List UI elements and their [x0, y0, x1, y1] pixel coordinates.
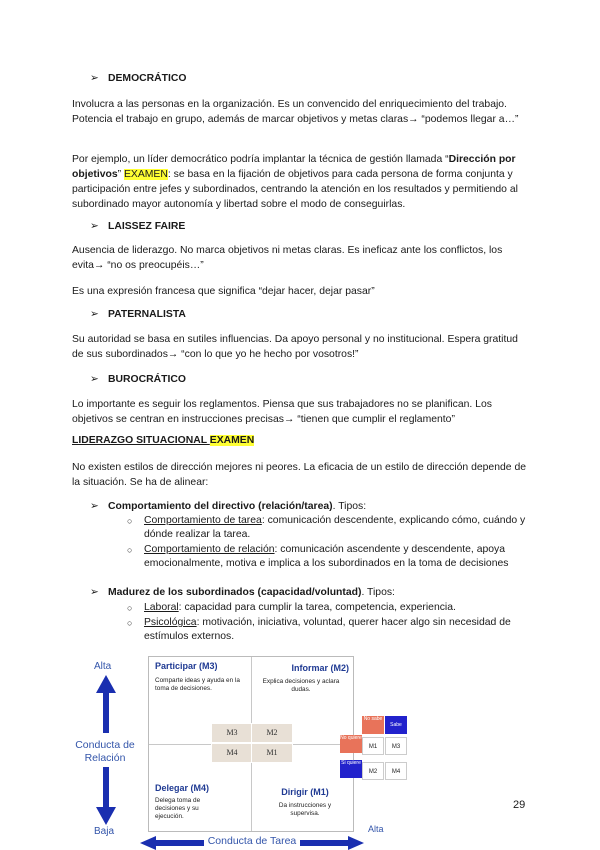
- paragraph: Involucra a las personas en la organización. Es un convencido del enriquecimiento del trabajo. Potencia el trabajo en grupo, además de marcar objetivos y metas claras→ “podemos llegar a…”: [72, 99, 519, 125]
- mini-cell: M3: [385, 737, 407, 755]
- heading-burocratico: ➢ BUROCRÁTICO: [90, 374, 186, 385]
- maturity-cell: M3: [211, 723, 253, 743]
- maturity-cell: M2: [251, 723, 293, 743]
- arrow-bullet-icon: ➢: [90, 374, 99, 385]
- quadrant-grid: [148, 656, 354, 832]
- heading-liderazgo-situacional: LIDERAZGO SITUACIONAL EXAMEN: [72, 435, 255, 446]
- sub-list-item: ○ Comportamiento de relación: comunicación ascendente y descendente, apoya emocionalmente, motiva e implica a los subordinados en la toma de decisiones: [127, 544, 509, 569]
- paragraph: Lo importante es seguir los reglamentos. Piensa que sus trabajadores no se planifican. Los objetivos se centran en instrucciones precisas→ “tienen que cumplir el reglamento”: [72, 399, 492, 425]
- maturity-cell: M1: [251, 743, 293, 763]
- quadrant-dirigir-desc: Da instrucciones y supervisa.: [278, 802, 332, 817]
- mini-header: No sabe: [362, 716, 384, 734]
- mini-cell: M2: [362, 762, 384, 780]
- sub-list-item: ○ Psicológica: motivación, iniciativa, voluntad, querer hacer algo sin necesidad de estímulos externos.: [127, 617, 511, 642]
- mini-row-label: Si quiere: [340, 760, 362, 778]
- quadrant-participar-desc: Comparte ideas y ayuda en la toma de decisiones.: [155, 677, 240, 692]
- y-axis-low-label: Baja: [94, 826, 115, 837]
- heading-laissez-faire: ➢ LAISSEZ FAIRE: [90, 221, 186, 232]
- heading-paternalista: ➢ PATERNALISTA: [90, 309, 186, 320]
- quadrant-delegar-desc: Delega toma de decisiones y su ejecución.: [155, 797, 201, 820]
- y-axis-high-label: Alta: [94, 661, 112, 672]
- maturity-cell: M4: [211, 743, 253, 763]
- circle-bullet-icon: ○: [127, 516, 133, 526]
- mini-cell: M4: [385, 762, 407, 780]
- arrow-bullet-icon: ➢: [90, 501, 99, 512]
- x-axis-title: Conducta de Tarea: [207, 835, 297, 847]
- heading-democratico: ➢ DEMOCRÁTICO: [90, 73, 187, 84]
- paragraph: Por ejemplo, un líder democrático podría implantar la técnica de gestión llamada “Dirección por objetivos” EXAMEN: se basa en la fijación de objetivos para cada persona de forma conjunta y participación entre jefes y subordinados, centrando la atención en los resultados y permitiendo al subordinado mayor autonomía y libertad sobre el modo de conseguirlas.: [72, 154, 518, 210]
- list-item: ➢ Madurez de los subordinados (capacidad/voluntad). Tipos:: [90, 587, 395, 598]
- paragraph: Su autoridad se basa en sutiles influencias. Da apoyo personal y no institucional. Espera gratitud de sus subordinados→ “con lo que yo he hecho por vosotros!”: [72, 334, 518, 360]
- paragraph: Es una expresión francesa que significa “dejar hacer, dejar pasar”: [72, 286, 375, 297]
- arrow-bullet-icon: ➢: [90, 221, 99, 232]
- quadrant-dirigir-title: Dirigir (M1): [281, 787, 329, 797]
- quadrant-participar-title: Participar (M3): [155, 661, 218, 671]
- arrow-bullet-icon: ➢: [90, 309, 99, 320]
- paragraph: No existen estilos de dirección mejores ni peores. La eficacia de un estilo de dirección depende de la situación. Se ha de alinear:: [72, 462, 526, 488]
- arrow-bullet-icon: ➢: [90, 587, 99, 598]
- page-number: 29: [513, 799, 526, 811]
- list-item: ➢ Comportamiento del directivo (relación/tarea). Tipos:: [90, 501, 367, 512]
- mini-header: Sabe: [385, 716, 407, 734]
- mini-cell: M1: [362, 737, 384, 755]
- quadrant-delegar-title: Delegar (M4): [155, 783, 210, 793]
- paragraph: Ausencia de liderazgo. No marca objetivos ni metas claras. Es ineficaz ante los conflictos, los evita→ “no os preocupéis…”: [72, 245, 503, 271]
- sub-list-item: ○ Comportamiento de tarea: comunicación descendente, explicando cómo, cuándo y dónde realizar la tarea.: [127, 515, 526, 540]
- y-axis-title: Conducta de Relación: [75, 739, 135, 764]
- circle-bullet-icon: ○: [127, 545, 133, 555]
- quadrant-informar-title: Informar (M2): [291, 663, 349, 673]
- arrow-bullet-icon: ➢: [90, 73, 99, 84]
- sub-list-item: ○ Laboral: capacidad para cumplir la tarea, competencia, experiencia.: [127, 602, 456, 613]
- circle-bullet-icon: ○: [127, 618, 133, 628]
- quadrant-informar-desc: Explica decisiones y aclara dudas.: [262, 678, 340, 693]
- mini-row-label: No quiere: [340, 735, 362, 753]
- x-axis-high-label: Alta: [368, 824, 384, 834]
- circle-bullet-icon: ○: [127, 603, 133, 613]
